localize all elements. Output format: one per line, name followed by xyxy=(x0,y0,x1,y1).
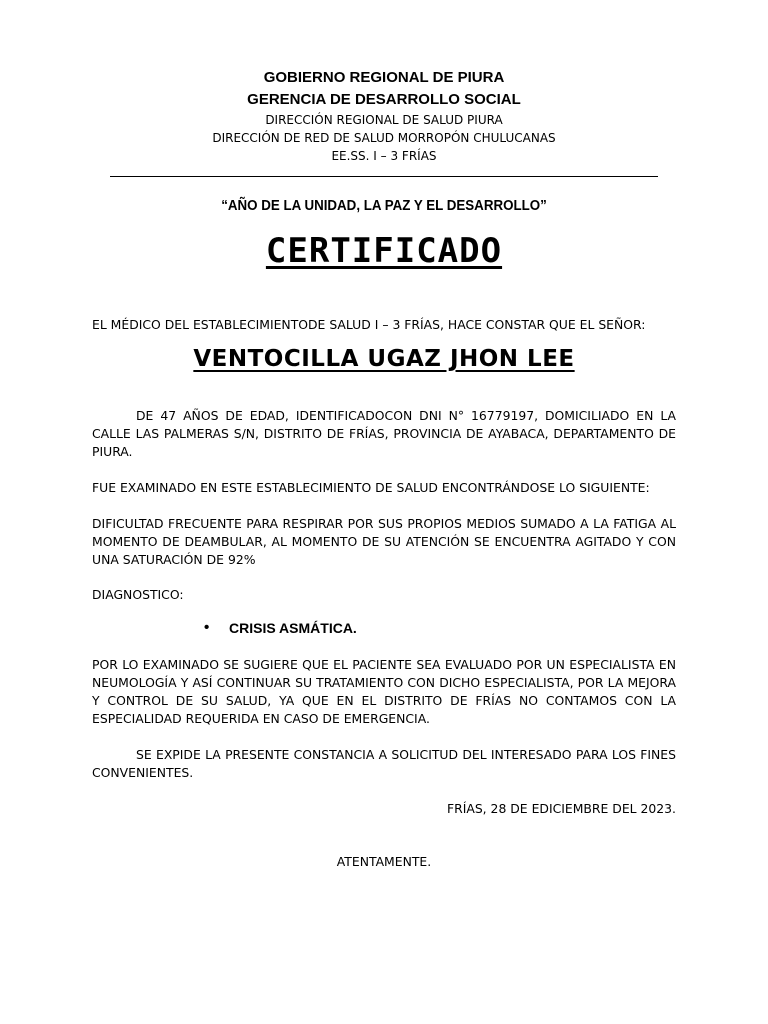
diagnosis-text: CRISIS ASMÁTICA. xyxy=(229,620,357,636)
header-divider xyxy=(110,176,658,177)
recommendation-paragraph: POR LO EXAMINADO SE SUGIERE QUE EL PACIENTE SEA EVALUADO POR UN ESPECIALISTA EN NEUMOLOGÍA Y ASÍ CONTINUAR SU TRATAMIENTO CON DICHO ESPECIALISTA, POR LA MEJORA Y CONTROL DE SU SALUD, YA QUE EN EL DISTRITO DE FRÍAS NO CONTAMOS CON LA ESPECIALIDAD REQUERIDA EN CASO DE EMERGENCIA. xyxy=(92,657,676,726)
header-government: GOBIERNO REGIONAL DE PIURA xyxy=(263,69,505,86)
findings-paragraph: DIFICULTAD FRECUENTE PARA RESPIRAR POR SUS PROPIOS MEDIOS SUMADO A LA FATIGA AL MOMENTO DE DEAMBULAR, AL MOMENTO DE SU ATENCIÓN SE ENCUENTRA AGITADO Y CON UNA SATURACIÓN DE 92% xyxy=(92,516,676,567)
identity-paragraph: DE 47 AÑOS DE EDAD, IDENTIFICADOCON DNI N° 16779197, DOMICILIADO EN LA CALLE LAS PALMERAS S/N, DISTRITO DE FRÍAS, PROVINCIA DE AYABACA, DEPARTAMENTO DE PIURA. xyxy=(92,408,676,459)
bullet-icon: • xyxy=(204,619,210,636)
header-regional-direction: DIRECCIÓN REGIONAL DE SALUD PIURA xyxy=(265,113,503,127)
header-facility: EE.SS. I – 3 FRÍAS xyxy=(331,149,437,163)
header-management: GERENCIA DE DESARROLLO SOCIAL xyxy=(247,91,521,108)
date-line: FRÍAS, 28 DE EDICIEMBRE DEL 2023. xyxy=(446,801,676,816)
header-network-direction: DIRECCIÓN DE RED DE SALUD MORROPÓN CHULUCANAS xyxy=(212,131,556,145)
patient-name: VENTOCILLA UGAZ JHON LEE xyxy=(193,346,575,372)
year-motto: “AÑO DE LA UNIDAD, LA PAZ Y EL DESARROLLO” xyxy=(221,198,547,214)
issued-paragraph: SE EXPIDE LA PRESENTE CONSTANCIA A SOLICITUD DEL INTERESADO PARA LOS FINES CONVENIENTES. xyxy=(92,747,676,780)
examined-paragraph: FUE EXAMINADO EN ESTE ESTABLECIMIENTO DE SALUD ENCONTRÁNDOSE LO SIGUIENTE: xyxy=(92,480,650,495)
diagnosis-label: DIAGNOSTICO: xyxy=(92,587,184,602)
closing-text: ATENTAMENTE. xyxy=(336,854,432,869)
document-title: CERTIFICADO xyxy=(265,231,503,271)
intro-text: EL MÉDICO DEL ESTABLECIMIENTODE SALUD I – 3 FRÍAS, HACE CONSTAR QUE EL SEÑOR: xyxy=(92,317,646,332)
